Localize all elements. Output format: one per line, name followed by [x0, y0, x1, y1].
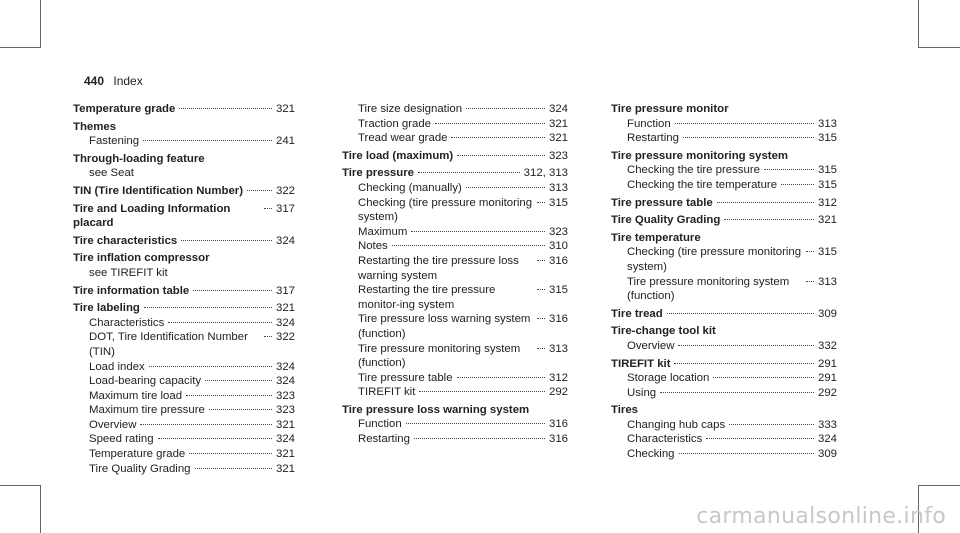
- dot-leader: [764, 169, 814, 170]
- index-entry: [611, 357, 837, 401]
- dot-leader: [729, 424, 814, 425]
- index-subentry-label: Function: [358, 418, 402, 431]
- index-entry-title: [73, 102, 295, 117]
- dot-leader: [168, 322, 272, 323]
- index-subentry-page: 322: [275, 331, 295, 344]
- index-subentry: [611, 432, 837, 447]
- section-title: Index: [113, 74, 143, 88]
- index-subentry-label: Changing hub caps: [627, 418, 726, 431]
- index-entry: [611, 196, 837, 211]
- dot-leader: [193, 290, 272, 291]
- index-subentry-page: 332: [817, 339, 837, 352]
- index-subentry-label: Checking: [627, 448, 675, 461]
- index-subentry-page: 241: [275, 135, 295, 148]
- index-entry-title: [611, 307, 837, 322]
- index-subentry-page: 313: [817, 275, 837, 288]
- dot-leader: [537, 318, 545, 319]
- index-entry-title: [73, 284, 295, 299]
- index-subentry-page: 315: [817, 178, 837, 191]
- dot-leader: [806, 251, 814, 252]
- index-entry-title-label: Tire tread: [611, 307, 663, 320]
- index-subentry-label: Tire pressure loss warning system (function): [358, 312, 535, 341]
- dot-leader: [713, 377, 814, 378]
- index-subentry-label: Tire pressure table: [358, 371, 453, 384]
- dot-leader: [537, 260, 545, 261]
- index-subentry-label: Speed rating: [89, 433, 154, 446]
- index-entry: [611, 213, 837, 228]
- index-subentry-page: 323: [275, 404, 295, 417]
- index-subentry: [611, 117, 837, 132]
- index-entry: [611, 149, 837, 193]
- index-subentry-label: Restarting the tire pressure loss warning system: [358, 254, 535, 283]
- index-entry: [342, 403, 568, 447]
- index-entry: [73, 152, 295, 181]
- index-subentry-page: 313: [548, 181, 568, 194]
- index-entry-title-page: 317: [275, 202, 295, 215]
- dot-leader: [264, 336, 272, 337]
- index-subentry-page: 323: [275, 389, 295, 402]
- index-subentry: [73, 360, 295, 375]
- index-entry-title: [73, 251, 295, 266]
- index-subentry-label: Overview: [89, 418, 137, 431]
- index-subentry-page: 316: [548, 433, 568, 446]
- crop-mark: [40, 0, 41, 48]
- index-subentry: [611, 447, 837, 462]
- dot-leader: [683, 137, 814, 138]
- index-subentry-label: Checking (tire pressure monitoring system): [627, 245, 804, 274]
- dot-leader: [466, 187, 545, 188]
- index-subentry: [611, 339, 837, 354]
- index-subentry-label: Overview: [627, 339, 675, 352]
- index-subentry-page: 316: [548, 254, 568, 267]
- index-entry-title-label: Tire pressure: [342, 167, 414, 180]
- index-subentry-label: see TIREFIT kit: [89, 266, 168, 279]
- dot-leader: [205, 380, 272, 381]
- index-subentry-page: 316: [548, 418, 568, 431]
- index-column-1: [73, 102, 295, 479]
- dot-leader: [466, 108, 545, 109]
- index-subentry: [73, 432, 295, 447]
- dot-leader: [537, 202, 545, 203]
- index-subentry: [342, 283, 568, 312]
- index-subentry: [611, 386, 837, 401]
- dot-leader: [247, 190, 272, 191]
- index-entry-title-page: 312: [817, 196, 837, 209]
- index-entry-title-label: Tires: [611, 404, 639, 417]
- index-entry-title: [611, 149, 837, 164]
- index-subentry-page: 324: [275, 316, 295, 329]
- index-entry-title-label: Tire characteristics: [73, 234, 178, 247]
- index-entry-title-label: Tire labeling: [73, 302, 140, 315]
- index-entry-title: [342, 166, 568, 181]
- page-number: 440: [84, 74, 105, 88]
- index-entry-title-page: 322: [275, 184, 295, 197]
- index-subentry-label: Checking the tire pressure: [627, 164, 760, 177]
- dot-leader: [806, 281, 814, 282]
- index-entry: [611, 307, 837, 322]
- index-entry: [342, 166, 568, 400]
- index-entry: [73, 202, 295, 231]
- crop-mark: [0, 485, 41, 486]
- index-subentry: [342, 254, 568, 283]
- dot-leader: [674, 363, 814, 364]
- dot-leader: [149, 366, 272, 367]
- index-entry-title-page: 324: [275, 234, 295, 247]
- index-subentry: [342, 371, 568, 386]
- index-entry-title-page: 321: [275, 103, 295, 115]
- index-entry-title-page: 317: [275, 284, 295, 297]
- index-subentry: [73, 389, 295, 404]
- dot-leader: [451, 137, 545, 138]
- index-subentry-page: 321: [548, 117, 568, 130]
- index-entry-title-label: Through-loading feature: [73, 152, 205, 165]
- index-subentry-label: DOT, Tire Identification Number (TIN): [89, 330, 262, 359]
- index-subentry-label: see Seat: [89, 167, 134, 180]
- index-entry-title: [611, 403, 837, 418]
- dot-leader: [181, 240, 272, 241]
- index-subentry: [73, 266, 295, 281]
- index-subentry-page: 315: [817, 132, 837, 145]
- index-entry-title-label: Tire load (maximum): [342, 149, 454, 162]
- crop-mark: [918, 0, 919, 48]
- index-entry-title-label: Tire Quality Grading: [611, 214, 721, 227]
- crop-mark: [40, 485, 41, 533]
- index-entry: [611, 102, 837, 146]
- index-subentry: [73, 316, 295, 331]
- dot-leader: [457, 155, 545, 156]
- index-subentry-label: Checking (manually): [358, 181, 462, 194]
- dot-leader: [537, 348, 545, 349]
- index-entry-title-label: Tire pressure monitor: [611, 103, 729, 115]
- index-subentry: [611, 245, 837, 274]
- index-entry-title-label: Tire and Loading Information placard: [73, 202, 262, 231]
- dot-leader: [411, 231, 545, 232]
- index-subentry: [611, 178, 837, 193]
- dot-leader: [781, 184, 814, 185]
- index-entry-title-label: Tire inflation compressor: [73, 252, 210, 265]
- index-subentry-label: Maximum tire load: [89, 389, 183, 402]
- index-entry-title-page: 309: [817, 307, 837, 320]
- index-entry-title: [73, 202, 295, 231]
- index-subentry-page: 333: [817, 418, 837, 431]
- index-entry-title-label: Tire information table: [73, 284, 190, 297]
- index-entry-title: [611, 213, 837, 228]
- index-subentry: [73, 462, 295, 477]
- index-subentry-page: 313: [817, 117, 837, 130]
- index-entry-title-label: Tire pressure loss warning system: [342, 403, 530, 416]
- index-subentry-page: 323: [548, 225, 568, 238]
- index-subentry-label: Maximum tire pressure: [89, 404, 205, 417]
- dot-leader: [179, 108, 272, 109]
- index-subentry-label: Load-bearing capacity: [89, 375, 202, 388]
- dot-leader: [675, 123, 814, 124]
- index-subentry-label: Tire pressure monitoring system (function): [358, 342, 535, 371]
- index-subentry: [342, 131, 568, 146]
- index-entry-title: [342, 149, 568, 164]
- index-entry-title-label: TIREFIT kit: [611, 357, 671, 370]
- index-subentry: [73, 134, 295, 149]
- index-subentry: [342, 196, 568, 225]
- index-subentry: [342, 225, 568, 240]
- index-subentry-page: 321: [275, 448, 295, 461]
- index-subentry-label: Checking (tire pressure monitoring system): [358, 196, 535, 225]
- index-entry-title: [73, 152, 295, 167]
- index-subentry-page: 324: [548, 103, 568, 115]
- index-subentry-label: Maximum: [358, 225, 408, 238]
- index-entry: [73, 102, 295, 117]
- index-subentry: [342, 181, 568, 196]
- index-entry-title: [73, 301, 295, 316]
- dot-leader: [724, 219, 814, 220]
- index-entry-title: [611, 196, 837, 211]
- dot-leader: [186, 395, 272, 396]
- index-entry-title-page: 323: [548, 149, 568, 162]
- index-subentry-page: 324: [275, 375, 295, 388]
- dot-leader: [679, 453, 814, 454]
- index-subentry: [611, 418, 837, 433]
- index-subentry-label: Storage location: [627, 372, 710, 385]
- dot-leader: [143, 140, 272, 141]
- index-subentry-label: Tire size designation: [358, 103, 463, 115]
- index-entry: [342, 149, 568, 164]
- index-entry-title-label: Themes: [73, 120, 117, 133]
- index-entry-title-page: 291: [817, 357, 837, 370]
- index-subentry-page: 292: [548, 386, 568, 399]
- index-entry: [611, 324, 837, 353]
- index-subentry-page: 321: [275, 462, 295, 475]
- dot-leader: [158, 438, 272, 439]
- index-entry: [73, 284, 295, 299]
- dot-leader: [140, 424, 272, 425]
- page-header: [84, 74, 143, 88]
- index-entry: [73, 184, 295, 199]
- index-subentry-page: 291: [817, 372, 837, 385]
- dot-leader: [419, 391, 545, 392]
- index-subentry-page: 315: [817, 164, 837, 177]
- index-subentry: [342, 432, 568, 447]
- index-entry-title-label: Tire pressure monitoring system: [611, 149, 789, 162]
- index-entry-title: [611, 357, 837, 372]
- index-subentry: [342, 102, 568, 117]
- dot-leader: [660, 392, 814, 393]
- dot-leader: [418, 172, 520, 173]
- index-entry-title: [73, 120, 295, 135]
- index-subentry-page: 292: [817, 386, 837, 399]
- index-entry-title-label: Tire-change tool kit: [611, 325, 716, 338]
- index-subentry: [73, 418, 295, 433]
- index-entry-title-page: 321: [817, 214, 837, 227]
- index-entry-title-label: Tire temperature: [611, 231, 701, 244]
- index-subentry: [73, 447, 295, 462]
- dot-leader: [209, 409, 272, 410]
- index-subentry-label: Load index: [89, 360, 145, 373]
- index-entry: [73, 301, 295, 476]
- dot-leader: [667, 313, 814, 314]
- crop-mark: [918, 485, 960, 486]
- index-subentry-label: Characteristics: [627, 433, 703, 446]
- index-entry: [611, 403, 837, 461]
- index-subentry-label: Restarting the tire pressure monitor-ing system: [358, 283, 535, 312]
- index-subentry-label: Function: [627, 117, 671, 130]
- dot-leader: [392, 245, 545, 246]
- index-subentry: [611, 275, 837, 304]
- index-entry-title-label: Tire pressure table: [611, 196, 713, 209]
- dot-leader: [435, 123, 545, 124]
- index-column-2: [342, 102, 568, 450]
- index-subentry: [611, 371, 837, 386]
- index-subentry-page: 315: [548, 284, 568, 297]
- index-entry: [73, 251, 295, 280]
- watermark: carmanualsonline.info: [696, 504, 946, 529]
- index-subentry-page: 324: [275, 433, 295, 446]
- dot-leader: [144, 307, 272, 308]
- index-subentry: [73, 330, 295, 359]
- index-subentry-page: 321: [275, 418, 295, 431]
- dot-leader: [406, 423, 545, 424]
- index-subentry: [73, 374, 295, 389]
- index-subentry: [611, 163, 837, 178]
- index-subentry: [342, 312, 568, 341]
- index-entry: [342, 102, 568, 146]
- index-subentry-label: Restarting: [627, 132, 679, 145]
- index-subentry: [73, 403, 295, 418]
- dot-leader: [717, 202, 814, 203]
- index-entry-title: [611, 324, 837, 339]
- index-subentry-page: 321: [548, 132, 568, 145]
- index-subentry-label: Temperature grade: [89, 448, 186, 461]
- index-subentry-page: 313: [548, 342, 568, 355]
- index-entry: [611, 231, 837, 304]
- index-subentry-page: 315: [548, 196, 568, 209]
- dot-leader: [195, 468, 272, 469]
- dot-leader: [457, 377, 545, 378]
- dot-leader: [264, 208, 272, 209]
- dot-leader: [189, 453, 272, 454]
- crop-mark: [918, 47, 960, 48]
- index-subentry-page: 324: [275, 360, 295, 373]
- index-subentry-label: Tire Quality Grading: [89, 462, 191, 475]
- index-subentry-page: 316: [548, 313, 568, 326]
- index-subentry-label: Tread wear grade: [358, 132, 448, 145]
- index-subentry-label: Checking the tire temperature: [627, 178, 778, 191]
- dot-leader: [706, 438, 814, 439]
- index-entry-title: [73, 184, 295, 199]
- index-entry-title: [611, 102, 837, 117]
- dot-leader: [537, 289, 545, 290]
- dot-leader: [414, 438, 545, 439]
- index-subentry: [342, 385, 568, 400]
- index-subentry-label: Traction grade: [358, 117, 432, 130]
- index-subentry-label: Notes: [358, 240, 388, 253]
- index-subentry-label: Using: [627, 386, 657, 399]
- index-entry-title-label: TIN (Tire Identification Number): [73, 184, 244, 197]
- index-subentry-label: Characteristics: [89, 316, 165, 329]
- dot-leader: [678, 345, 814, 346]
- index-subentry: [342, 239, 568, 254]
- index-subentry-page: 310: [548, 240, 568, 253]
- index-subentry-label: Tire pressure monitoring system (function): [627, 275, 804, 304]
- index-entry-title: [73, 234, 295, 249]
- index-subentry: [73, 166, 295, 181]
- index-entry-title-page: 321: [275, 302, 295, 315]
- index-subentry-label: Fastening: [89, 135, 140, 148]
- index-entry-title-label: Temperature grade: [73, 103, 176, 115]
- index-subentry: [342, 417, 568, 432]
- index-subentry: [342, 117, 568, 132]
- index-entry: [73, 234, 295, 249]
- index-subentry: [342, 342, 568, 371]
- index-column-3: [611, 102, 837, 465]
- index-entry-title: [342, 403, 568, 418]
- crop-mark: [0, 47, 41, 48]
- index-entry-title-page: 312, 313: [523, 167, 568, 180]
- index-subentry-label: Restarting: [358, 433, 410, 446]
- index-entry: [73, 120, 295, 149]
- index-subentry-label: TIREFIT kit: [358, 386, 416, 399]
- index-entry-title: [611, 231, 837, 246]
- index-subentry-page: 312: [548, 371, 568, 384]
- index-subentry: [611, 131, 837, 146]
- index-subentry-page: 324: [817, 433, 837, 446]
- index-subentry-page: 315: [817, 246, 837, 259]
- index-subentry-page: 309: [817, 448, 837, 461]
